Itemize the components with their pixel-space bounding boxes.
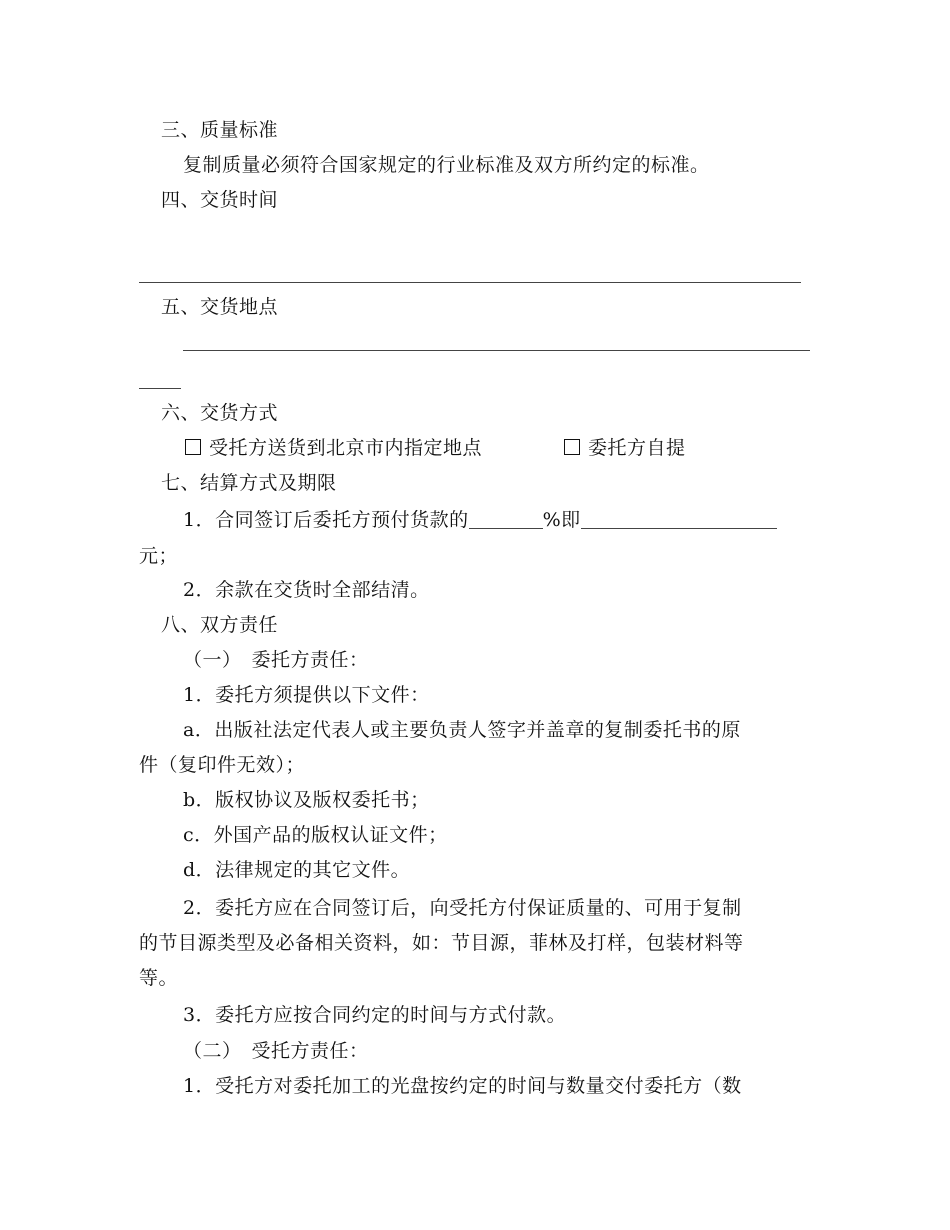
delivery-option-seller-delivers-label: 受托方送货到北京市内指定地点: [209, 437, 483, 459]
section-8-sub-1-item-1a-line-1: a．出版社法定代表人或主要负责人签字并盖章的复制委托书的原: [183, 719, 741, 741]
section-8-sub-1-item-1a-line-2: 件（复印件无效）；: [139, 754, 306, 776]
section-7-item-1: [183, 508, 777, 532]
section-7-item-2: 2．余款在交货时全部结清。: [183, 579, 430, 601]
section-5-heading: 五、交货地点: [161, 296, 279, 318]
section-7-item-1-unit: 元；: [139, 545, 179, 567]
delivery-option-seller-delivers: [185, 436, 482, 460]
section-8-heading: 八、双方责任: [161, 614, 279, 636]
section-3-heading: 三、质量标准: [161, 119, 279, 141]
section-7-item-1-text-a: 1．合同签订后委托方预付货款的: [183, 509, 469, 531]
delivery-time-blank-line: [139, 282, 801, 283]
prepay-amount-blank[interactable]: [581, 510, 777, 529]
section-8-sub-1-heading: （一） 委托方责任：: [183, 649, 369, 671]
section-8-sub-1-item-1: 1．委托方须提供以下文件：: [183, 684, 430, 706]
section-7-item-1-text-b: %即: [542, 509, 581, 531]
delivery-location-blank-line: [183, 350, 810, 351]
section-8-sub-1-item-2-line-2: 的节目源类型及必备相关资料，如：节目源，菲林及打样，包装材料等: [139, 932, 744, 954]
checkbox-seller-delivers[interactable]: [185, 439, 201, 455]
section-8-sub-1-item-1c: c．外国产品的版权认证文件；: [183, 824, 448, 846]
section-3-body: 复制质量必须符合国家规定的行业标准及双方所约定的标准。: [183, 154, 710, 176]
section-8-sub-1-item-2-line-3: 等。: [139, 967, 179, 989]
section-8-sub-2-item-1-line-1: 1．受托方对委托加工的光盘按约定的时间与数量交付委托方（数: [183, 1075, 742, 1097]
section-4-heading: 四、交货时间: [161, 189, 279, 211]
checkbox-self-pickup[interactable]: [564, 439, 580, 455]
section-8-sub-1-item-3: 3．委托方应按合同约定的时间与方式付款。: [183, 1004, 567, 1026]
section-6-heading: 六、交货方式: [161, 402, 279, 424]
delivery-option-self-pickup-label: 委托方自提: [588, 437, 686, 459]
section-8-sub-1-item-1d: d．法律规定的其它文件。: [183, 859, 411, 881]
section-8-sub-1-item-2-line-1: 2．委托方应在合同签订后，向受托方付保证质量的、可用于复制: [183, 897, 742, 919]
section-7-heading: 七、结算方式及期限: [161, 472, 337, 494]
prepay-percent-blank[interactable]: [469, 510, 543, 529]
delivery-location-blank-line-cont: [139, 388, 181, 389]
section-8-sub-2-heading: （二） 受托方责任：: [183, 1040, 369, 1062]
section-8-sub-1-item-1b: b．版权协议及版权委托书；: [183, 789, 430, 811]
delivery-option-self-pickup: [564, 436, 686, 460]
